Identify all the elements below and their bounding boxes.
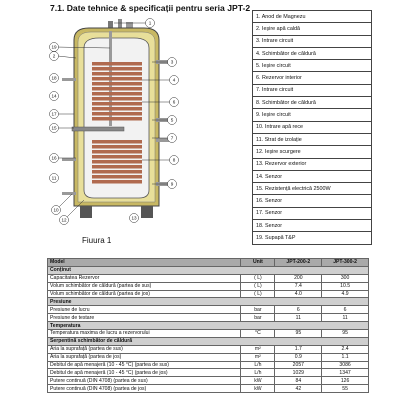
- spec-label: Putere continuă (DIN 4708) (partea de sus): [48, 377, 241, 385]
- callout-18: 18: [51, 75, 57, 81]
- spec-section-row: [48, 322, 369, 330]
- callout-17: 17: [51, 111, 57, 117]
- section-title: Conținut: [48, 266, 369, 274]
- legend-item: 14. Senzor: [253, 170, 372, 182]
- legend-item: 5. Ieșire circuit: [253, 60, 372, 72]
- legend-row: [253, 84, 372, 96]
- spec-row: [48, 314, 369, 322]
- callout-15: 15: [51, 125, 57, 131]
- tank-foot-left: [80, 206, 92, 218]
- legend-item: 2. Ieșire apă caldă: [253, 23, 372, 35]
- spec-unit: °C: [241, 330, 275, 338]
- legend-item: 12. Ieșire scurgere: [253, 146, 372, 158]
- legend-item: 17. Senzor: [253, 207, 372, 219]
- spec-unit: L/h: [241, 361, 275, 369]
- legend-item: 1. Anod de Magnezu: [253, 11, 372, 23]
- spec-row: [48, 282, 369, 290]
- callout-5: 5: [170, 117, 174, 123]
- legend-row: [253, 146, 372, 158]
- spec-row: [48, 353, 369, 361]
- tank-cutaway-diagram: [44, 18, 204, 228]
- callout-13: 13: [131, 215, 137, 221]
- spec-value-200: 11: [275, 314, 322, 322]
- spec-row: [48, 369, 369, 377]
- legend-item: 16. Senzor: [253, 195, 372, 207]
- legend-item: 4. Schimbător de căldură: [253, 47, 372, 59]
- legend-row: [253, 183, 372, 195]
- legend-item: 8. Schimbător de căldură: [253, 97, 372, 109]
- callout-1: 1: [148, 20, 152, 26]
- figure-caption: Fiuura 1: [82, 236, 112, 245]
- cold-water-inlet: [62, 192, 76, 195]
- component-legend: [252, 10, 372, 245]
- spec-value-200: 2057: [275, 361, 322, 369]
- spec-label: Presiune de lucru: [48, 306, 241, 314]
- legend-row: [253, 35, 372, 47]
- legend-row: [253, 133, 372, 145]
- spec-value-300: 3086: [322, 361, 369, 369]
- spec-value-300: 4.9: [322, 290, 369, 298]
- spec-value-300: 95: [322, 330, 369, 338]
- legend-item: 18. Senzor: [253, 220, 372, 232]
- spec-label: Temperatura maxima de lucru a rezervorului: [48, 330, 241, 338]
- spec-value-300: 6: [322, 306, 369, 314]
- spec-row: [48, 377, 369, 385]
- legend-row: [253, 220, 372, 232]
- legend-row: [253, 232, 372, 244]
- legend-row: [253, 97, 372, 109]
- spec-value-200: 84: [275, 377, 322, 385]
- spec-section-row: [48, 266, 369, 274]
- callout-19: 19: [51, 44, 57, 50]
- spec-unit: ( L): [241, 282, 275, 290]
- section-title: Presiune: [48, 298, 369, 306]
- section-title: Temperatura: [48, 322, 369, 330]
- spec-label: Capacitatea Rezervor: [48, 274, 241, 282]
- spec-label: Putere continuă (DIN 4708) (partea de jos): [48, 385, 241, 393]
- legend-item: 11. Strat de izolație: [253, 133, 372, 145]
- legend-item: 7. Intrare circuit: [253, 84, 372, 96]
- spec-row: [48, 330, 369, 338]
- spec-label: Aria la suprafață (partea de jos): [48, 353, 241, 361]
- spec-value-300: 11: [322, 314, 369, 322]
- callout-8: 8: [172, 157, 176, 163]
- spec-value-200: 42: [275, 385, 322, 393]
- spec-row: [48, 274, 369, 282]
- spec-value-200: 4.0: [275, 290, 322, 298]
- legend-item: 3. Intrare circuit: [253, 35, 372, 47]
- legend-item: 15. Rezistență electrică 2500W: [253, 183, 372, 195]
- spec-row: [48, 306, 369, 314]
- callout-9: 9: [170, 181, 174, 187]
- legend-row: [253, 60, 372, 72]
- legend-row: [253, 109, 372, 121]
- spec-value-200: 1.7: [275, 345, 322, 353]
- callout-10: 10: [53, 207, 59, 213]
- legend-item: 6. Rezervor interior: [253, 72, 372, 84]
- electric-heater-element: [72, 127, 124, 131]
- spec-unit: L/h: [241, 369, 275, 377]
- legend-item: 9. Ieșire circuit: [253, 109, 372, 121]
- legend-row: [253, 207, 372, 219]
- section-title: Serpentină schimbător de căldură: [48, 337, 369, 345]
- callout-4: 4: [172, 77, 176, 83]
- spec-row: [48, 385, 369, 393]
- spec-label: Volum schimbător de căldură (partea de sus): [48, 282, 241, 290]
- spec-value-200: 200: [275, 274, 322, 282]
- spec-label: Presiune de testare: [48, 314, 241, 322]
- spec-body: [48, 266, 369, 392]
- spec-row: [48, 345, 369, 353]
- spec-value-300: 2.4: [322, 345, 369, 353]
- spec-unit: m²: [241, 345, 275, 353]
- tank-foot-right: [141, 206, 153, 218]
- spec-value-300: 126: [322, 377, 369, 385]
- callout-7: 7: [170, 135, 174, 141]
- legend-row: [253, 158, 372, 170]
- legend-row: [253, 121, 372, 133]
- header-jpt-200: JPT-200-2: [275, 259, 322, 267]
- callout-6: 6: [172, 99, 176, 105]
- legend-row: [253, 170, 372, 182]
- upper-sensor-port: [62, 78, 76, 81]
- callout-14: 14: [51, 93, 57, 99]
- spec-value-200: 0.9: [275, 353, 322, 361]
- spec-value-200: 1029: [275, 369, 322, 377]
- callout-16: 16: [51, 155, 57, 161]
- header-jpt-300: JPT-300-2: [322, 259, 369, 267]
- spec-unit: ( L): [241, 290, 275, 298]
- legend-item: 19. Supapă T&P: [253, 232, 372, 244]
- spec-label: Aria la suprafață (partea de sus): [48, 345, 241, 353]
- spec-row: [48, 361, 369, 369]
- spec-header-row: [48, 259, 369, 267]
- spec-section-row: [48, 298, 369, 306]
- spec-row: [48, 290, 369, 298]
- spec-label: Volum schimbător de căldură (partea de jos): [48, 290, 241, 298]
- legend-row: [253, 72, 372, 84]
- spec-value-200: 6: [275, 306, 322, 314]
- spec-label: Debitul de apă menajeră (10 - 45 °C) (partea de sus): [48, 361, 241, 369]
- spec-label: Debitul de apă menajeră (10 - 45 °C) (partea de jos): [48, 369, 241, 377]
- legend-item: 10. Intrare apă rece: [253, 121, 372, 133]
- spec-value-300: 1347: [322, 369, 369, 377]
- header-unit: Unit: [241, 259, 275, 267]
- legend-item: 13. Rezervor exterior: [253, 158, 372, 170]
- legend-row: [253, 47, 372, 59]
- spec-value-200: 95: [275, 330, 322, 338]
- spec-table: [47, 258, 369, 393]
- lower-heat-exchanger-coil: [92, 140, 142, 184]
- header-model: Model: [48, 259, 241, 267]
- legend-row: [253, 23, 372, 35]
- callout-11: 11: [51, 175, 57, 181]
- spec-unit: m²: [241, 353, 275, 361]
- page-title: 7.1. Date tehnice & specificații pentru seria JPT-2: [50, 3, 251, 13]
- spec-value-300: 55: [322, 385, 369, 393]
- callout-2: 2: [52, 53, 56, 59]
- spec-unit: kW: [241, 377, 275, 385]
- lower-sensor-port: [62, 158, 76, 161]
- spec-value-300: 300: [322, 274, 369, 282]
- spec-value-300: 1.1: [322, 353, 369, 361]
- legend-row: [253, 195, 372, 207]
- spec-section-row: [48, 337, 369, 345]
- spec-unit: bar: [241, 306, 275, 314]
- callout-3: 3: [170, 59, 174, 65]
- spec-unit: bar: [241, 314, 275, 322]
- legend-row: [253, 11, 372, 23]
- spec-value-300: 10.5: [322, 282, 369, 290]
- spec-unit: kW: [241, 385, 275, 393]
- callout-12: 12: [61, 217, 67, 223]
- spec-value-200: 7.4: [275, 282, 322, 290]
- spec-unit: ( L): [241, 274, 275, 282]
